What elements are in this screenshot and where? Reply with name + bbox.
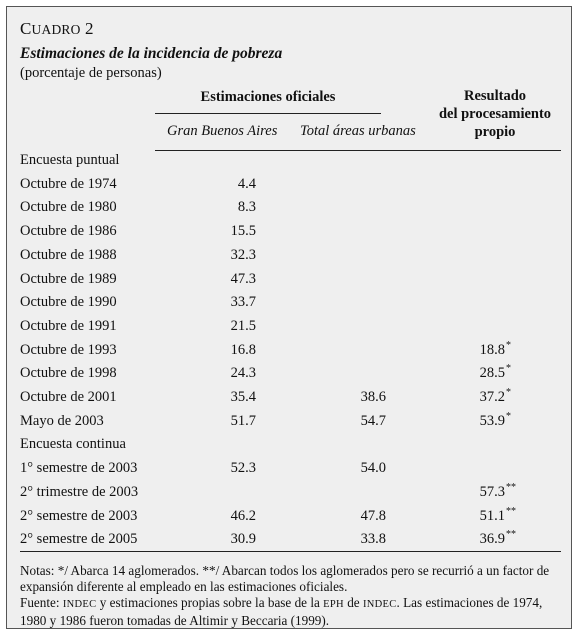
title-initial: C: [20, 19, 32, 38]
cell-own-footnote-mark: **: [506, 529, 516, 541]
table-row: [20, 318, 560, 342]
cell-own-footnote-mark: **: [506, 481, 516, 493]
cell-gba: 52.3: [230, 460, 256, 477]
table-row: [20, 223, 560, 247]
col-gba: Gran Buenos Aires: [167, 123, 278, 139]
cell-own-footnote-mark: *: [506, 339, 511, 351]
title-rest: UADRO: [31, 22, 81, 37]
row-label: Octubre de 1988: [20, 246, 117, 263]
title-number: 2: [85, 19, 94, 38]
source-indec-1: INDEC: [62, 599, 97, 610]
section-label: Encuesta continua: [20, 436, 126, 453]
table-row: [20, 460, 560, 484]
table-row: [20, 481, 560, 508]
table-row: [20, 271, 560, 295]
cell-own: 18.8: [479, 341, 505, 358]
table-row: [20, 505, 560, 532]
cell-own: 37.2: [479, 389, 505, 405]
row-label: Octubre de 1986: [20, 223, 117, 240]
row-label: Octubre de 1980: [20, 199, 117, 216]
col-own-line2: del procesamiento: [438, 106, 552, 122]
cell-gba: 24.3: [230, 365, 256, 382]
table-frame: [6, 6, 572, 629]
cell-urban: 47.8: [360, 507, 386, 524]
cell-urban: 33.8: [360, 531, 386, 548]
cell-own-footnote-mark: *: [506, 363, 511, 375]
col-own: [425, 87, 565, 141]
source-text: [20, 595, 565, 629]
notes-text: Notas: */ Abarca 14 aglomerados. **/ Abarcan todos los aglomerados pero se recurrió a un factor de expansión diferente al empleado en las estimaciones oficiales.: [20, 563, 550, 594]
section-label: Encuesta puntual: [20, 152, 120, 168]
cell-gba: 16.8: [230, 341, 256, 358]
cell-own: 51.1: [479, 507, 505, 524]
row-label: 2° semestre de 2005: [20, 531, 138, 548]
col-urban: Total áreas urbanas: [300, 123, 416, 139]
cell-gba: 33.7: [230, 294, 256, 311]
cell-gba: 47.3: [230, 270, 256, 287]
table-row: [20, 247, 560, 271]
cell-gba: 46.2: [230, 507, 256, 524]
row-label: Octubre de 1990: [20, 294, 117, 311]
col-group-official: Estimaciones oficiales: [200, 89, 336, 105]
section-heading: [20, 436, 560, 460]
col-own-line1: Resultado: [463, 88, 527, 104]
cell-gba: 35.4: [230, 389, 256, 405]
cell-gba: 30.9: [230, 531, 256, 548]
cell-own: 28.5: [479, 365, 505, 382]
row-label: Octubre de 1989: [20, 270, 117, 287]
table-row: [20, 199, 560, 223]
cell-own: 57.3: [479, 483, 505, 500]
cell-gba: 4.4: [237, 175, 256, 192]
cell-own: 36.9: [479, 531, 505, 548]
cell-urban: 54.7: [360, 412, 386, 429]
table-row: [20, 389, 560, 413]
cell-gba: 8.3: [237, 199, 256, 216]
table-row: [20, 339, 560, 366]
cell-gba: 21.5: [230, 317, 256, 334]
source-rest: . Las estimaciones de 1974, 1980 y 1986 fueron tomadas de Altimir y Beccaria (1999).: [20, 595, 543, 628]
col-own-line3: propio: [474, 124, 516, 140]
row-label: 2° trimestre de 2003: [20, 483, 139, 500]
table-row: [20, 410, 560, 437]
group-rule: [155, 113, 381, 114]
source-mid: y estimaciones propias sobre la base de la: [96, 595, 324, 610]
row-label: 1° semestre de 2003: [20, 460, 138, 477]
cell-own-footnote-mark: **: [506, 505, 516, 517]
header-bottom-rule: [155, 150, 561, 151]
table-row: [20, 365, 560, 389]
cell-own: 53.9: [479, 412, 505, 429]
cell-gba: 51.7: [230, 412, 256, 429]
row-label: Mayo de 2003: [20, 412, 104, 429]
table-title: [20, 19, 94, 39]
table-row: [20, 176, 560, 200]
cell-own-footnote-mark: *: [506, 410, 511, 422]
cell-own-footnote-mark: *: [506, 387, 511, 398]
source-indec-2: INDEC: [362, 599, 397, 610]
row-label: Octubre de 2001: [20, 389, 117, 405]
row-label: 2° semestre de 2003: [20, 507, 138, 524]
row-label: Octubre de 1998: [20, 365, 117, 382]
cell-urban: 38.6: [360, 389, 386, 405]
section-heading: [20, 152, 560, 176]
cell-gba: 15.5: [230, 223, 256, 240]
table-bottom-rule: [20, 551, 561, 552]
row-label: Octubre de 1974: [20, 175, 117, 192]
row-label: Octubre de 1993: [20, 341, 117, 358]
table-row: [20, 294, 560, 318]
source-eph: EPH: [323, 599, 344, 610]
cell-gba: 32.3: [230, 246, 256, 263]
table-notes: [20, 563, 565, 629]
cell-urban: 54.0: [360, 460, 386, 477]
row-label: Octubre de 1991: [20, 317, 117, 334]
table-unit: (porcentaje de personas): [20, 65, 162, 81]
source-de: de: [343, 595, 363, 610]
table-subtitle: Estimaciones de la incidencia de pobreza: [20, 45, 283, 62]
source-prefix: Fuente:: [20, 595, 63, 610]
